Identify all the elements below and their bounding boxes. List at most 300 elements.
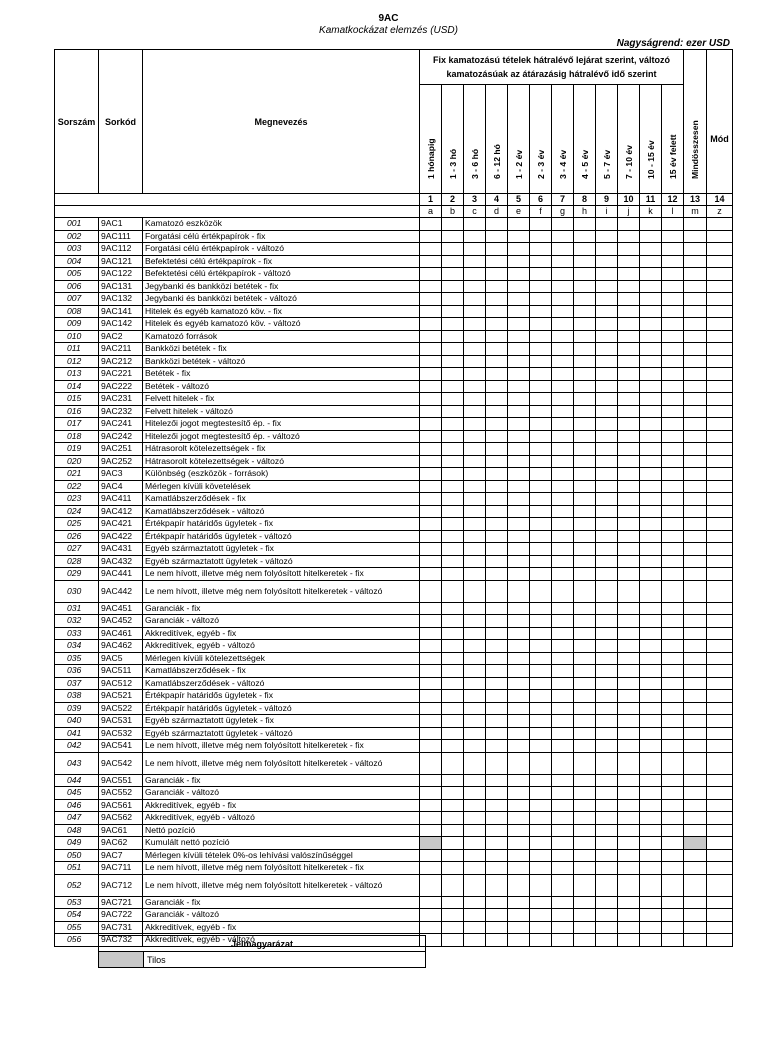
input-cell[interactable] xyxy=(707,615,733,628)
input-cell[interactable] xyxy=(707,405,733,418)
input-cell[interactable] xyxy=(442,799,464,812)
input-cell[interactable] xyxy=(662,368,684,381)
input-cell[interactable] xyxy=(486,368,508,381)
input-cell[interactable] xyxy=(618,393,640,406)
input-cell[interactable] xyxy=(707,702,733,715)
input-cell[interactable] xyxy=(486,774,508,787)
input-cell[interactable] xyxy=(596,293,618,306)
input-cell[interactable] xyxy=(596,862,618,875)
input-cell[interactable] xyxy=(574,543,596,556)
input-cell[interactable] xyxy=(640,430,662,443)
input-cell[interactable] xyxy=(442,740,464,753)
input-cell[interactable] xyxy=(464,493,486,506)
input-cell[interactable] xyxy=(552,690,574,703)
input-cell[interactable] xyxy=(662,305,684,318)
input-cell[interactable] xyxy=(486,812,508,825)
input-cell[interactable] xyxy=(486,468,508,481)
input-cell[interactable] xyxy=(420,752,442,774)
input-cell[interactable] xyxy=(707,455,733,468)
input-cell[interactable] xyxy=(684,615,707,628)
input-cell[interactable] xyxy=(662,318,684,331)
input-cell[interactable] xyxy=(640,774,662,787)
input-cell[interactable] xyxy=(618,921,640,934)
input-cell[interactable] xyxy=(530,230,552,243)
input-cell[interactable] xyxy=(508,330,530,343)
input-cell[interactable] xyxy=(574,774,596,787)
input-cell[interactable] xyxy=(640,752,662,774)
input-cell[interactable] xyxy=(442,230,464,243)
input-cell[interactable] xyxy=(420,380,442,393)
input-cell[interactable] xyxy=(618,580,640,602)
input-cell[interactable] xyxy=(530,405,552,418)
input-cell[interactable] xyxy=(596,677,618,690)
input-cell[interactable] xyxy=(530,568,552,581)
input-cell[interactable] xyxy=(574,380,596,393)
input-cell[interactable] xyxy=(464,921,486,934)
input-cell[interactable] xyxy=(618,443,640,456)
input-cell[interactable] xyxy=(442,468,464,481)
input-cell[interactable] xyxy=(486,518,508,531)
input-cell[interactable] xyxy=(420,243,442,256)
input-cell[interactable] xyxy=(508,580,530,602)
input-cell[interactable] xyxy=(486,934,508,947)
input-cell[interactable] xyxy=(442,862,464,875)
input-cell[interactable] xyxy=(684,665,707,678)
input-cell[interactable] xyxy=(684,602,707,615)
input-cell[interactable] xyxy=(464,740,486,753)
input-cell[interactable] xyxy=(530,652,552,665)
input-cell[interactable] xyxy=(640,380,662,393)
input-cell[interactable] xyxy=(486,455,508,468)
input-cell[interactable] xyxy=(574,318,596,331)
input-cell[interactable] xyxy=(420,921,442,934)
input-cell[interactable] xyxy=(596,418,618,431)
input-cell[interactable] xyxy=(552,677,574,690)
input-cell[interactable] xyxy=(530,921,552,934)
input-cell[interactable] xyxy=(574,530,596,543)
input-cell[interactable] xyxy=(707,543,733,556)
input-cell[interactable] xyxy=(574,627,596,640)
input-cell[interactable] xyxy=(707,812,733,825)
input-cell[interactable] xyxy=(464,665,486,678)
input-cell[interactable] xyxy=(442,627,464,640)
input-cell[interactable] xyxy=(662,418,684,431)
input-cell[interactable] xyxy=(618,909,640,922)
input-cell[interactable] xyxy=(486,640,508,653)
input-cell[interactable] xyxy=(530,602,552,615)
input-cell[interactable] xyxy=(662,543,684,556)
input-cell[interactable] xyxy=(508,468,530,481)
input-cell[interactable] xyxy=(508,640,530,653)
input-cell[interactable] xyxy=(530,799,552,812)
input-cell[interactable] xyxy=(684,243,707,256)
input-cell[interactable] xyxy=(662,293,684,306)
input-cell[interactable] xyxy=(442,480,464,493)
input-cell[interactable] xyxy=(662,243,684,256)
input-cell[interactable] xyxy=(552,293,574,306)
input-cell[interactable] xyxy=(464,627,486,640)
input-cell[interactable] xyxy=(486,862,508,875)
input-cell[interactable] xyxy=(530,218,552,231)
input-cell[interactable] xyxy=(684,443,707,456)
input-cell[interactable] xyxy=(618,468,640,481)
input-cell[interactable] xyxy=(684,812,707,825)
input-cell[interactable] xyxy=(442,702,464,715)
input-cell[interactable] xyxy=(707,255,733,268)
input-cell[interactable] xyxy=(486,405,508,418)
input-cell[interactable] xyxy=(508,405,530,418)
input-cell[interactable] xyxy=(464,896,486,909)
input-cell[interactable] xyxy=(464,230,486,243)
input-cell[interactable] xyxy=(508,665,530,678)
input-cell[interactable] xyxy=(574,493,596,506)
input-cell[interactable] xyxy=(662,518,684,531)
input-cell[interactable] xyxy=(684,934,707,947)
input-cell[interactable] xyxy=(618,380,640,393)
input-cell[interactable] xyxy=(508,837,530,850)
input-cell[interactable] xyxy=(618,837,640,850)
input-cell[interactable] xyxy=(662,268,684,281)
input-cell[interactable] xyxy=(530,355,552,368)
input-cell[interactable] xyxy=(464,280,486,293)
input-cell[interactable] xyxy=(707,849,733,862)
input-cell[interactable] xyxy=(552,368,574,381)
input-cell[interactable] xyxy=(420,343,442,356)
input-cell[interactable] xyxy=(464,368,486,381)
input-cell[interactable] xyxy=(684,543,707,556)
input-cell[interactable] xyxy=(662,799,684,812)
input-cell[interactable] xyxy=(464,640,486,653)
input-cell[interactable] xyxy=(420,480,442,493)
input-cell[interactable] xyxy=(552,305,574,318)
input-cell[interactable] xyxy=(552,849,574,862)
input-cell[interactable] xyxy=(530,752,552,774)
input-cell[interactable] xyxy=(707,280,733,293)
input-cell[interactable] xyxy=(552,505,574,518)
input-cell[interactable] xyxy=(662,393,684,406)
input-cell[interactable] xyxy=(552,455,574,468)
input-cell[interactable] xyxy=(618,218,640,231)
input-cell[interactable] xyxy=(486,243,508,256)
input-cell[interactable] xyxy=(530,862,552,875)
input-cell[interactable] xyxy=(420,530,442,543)
input-cell[interactable] xyxy=(640,568,662,581)
input-cell[interactable] xyxy=(596,355,618,368)
input-cell[interactable] xyxy=(442,824,464,837)
input-cell[interactable] xyxy=(596,493,618,506)
input-cell[interactable] xyxy=(420,418,442,431)
input-cell[interactable] xyxy=(508,418,530,431)
input-cell[interactable] xyxy=(442,602,464,615)
input-cell[interactable] xyxy=(420,615,442,628)
input-cell[interactable] xyxy=(552,921,574,934)
input-cell[interactable] xyxy=(684,493,707,506)
input-cell[interactable] xyxy=(508,343,530,356)
input-cell[interactable] xyxy=(574,615,596,628)
input-cell[interactable] xyxy=(662,896,684,909)
input-cell[interactable] xyxy=(464,455,486,468)
input-cell[interactable] xyxy=(640,715,662,728)
input-cell[interactable] xyxy=(442,280,464,293)
input-cell[interactable] xyxy=(640,896,662,909)
input-cell[interactable] xyxy=(662,430,684,443)
input-cell[interactable] xyxy=(618,787,640,800)
input-cell[interactable] xyxy=(420,824,442,837)
input-cell[interactable] xyxy=(662,580,684,602)
input-cell[interactable] xyxy=(530,255,552,268)
input-cell[interactable] xyxy=(662,455,684,468)
input-cell[interactable] xyxy=(707,652,733,665)
input-cell[interactable] xyxy=(662,727,684,740)
input-cell[interactable] xyxy=(420,665,442,678)
input-cell[interactable] xyxy=(662,255,684,268)
input-cell[interactable] xyxy=(464,727,486,740)
input-cell[interactable] xyxy=(574,518,596,531)
input-cell[interactable] xyxy=(707,380,733,393)
input-cell[interactable] xyxy=(640,849,662,862)
input-cell[interactable] xyxy=(486,293,508,306)
input-cell[interactable] xyxy=(707,418,733,431)
input-cell[interactable] xyxy=(707,480,733,493)
input-cell[interactable] xyxy=(684,468,707,481)
input-cell[interactable] xyxy=(508,752,530,774)
input-cell[interactable] xyxy=(442,615,464,628)
input-cell[interactable] xyxy=(486,318,508,331)
input-cell[interactable] xyxy=(464,418,486,431)
input-cell[interactable] xyxy=(640,874,662,896)
input-cell[interactable] xyxy=(574,909,596,922)
input-cell[interactable] xyxy=(552,380,574,393)
input-cell[interactable] xyxy=(508,934,530,947)
input-cell[interactable] xyxy=(640,727,662,740)
input-cell[interactable] xyxy=(640,243,662,256)
input-cell[interactable] xyxy=(442,443,464,456)
input-cell[interactable] xyxy=(618,934,640,947)
input-cell[interactable] xyxy=(574,280,596,293)
input-cell[interactable] xyxy=(486,652,508,665)
input-cell[interactable] xyxy=(618,677,640,690)
input-cell[interactable] xyxy=(420,230,442,243)
input-cell[interactable] xyxy=(552,218,574,231)
input-cell[interactable] xyxy=(662,702,684,715)
input-cell[interactable] xyxy=(618,652,640,665)
input-cell[interactable] xyxy=(464,318,486,331)
input-cell[interactable] xyxy=(508,393,530,406)
input-cell[interactable] xyxy=(574,480,596,493)
input-cell[interactable] xyxy=(464,702,486,715)
input-cell[interactable] xyxy=(684,702,707,715)
input-cell[interactable] xyxy=(464,293,486,306)
input-cell[interactable] xyxy=(530,812,552,825)
input-cell[interactable] xyxy=(684,255,707,268)
input-cell[interactable] xyxy=(530,505,552,518)
input-cell[interactable] xyxy=(486,218,508,231)
input-cell[interactable] xyxy=(618,874,640,896)
input-cell[interactable] xyxy=(552,652,574,665)
input-cell[interactable] xyxy=(707,393,733,406)
input-cell[interactable] xyxy=(574,849,596,862)
input-cell[interactable] xyxy=(486,702,508,715)
input-cell[interactable] xyxy=(464,774,486,787)
input-cell[interactable] xyxy=(442,665,464,678)
input-cell[interactable] xyxy=(684,368,707,381)
input-cell[interactable] xyxy=(486,568,508,581)
input-cell[interactable] xyxy=(464,530,486,543)
input-cell[interactable] xyxy=(420,268,442,281)
input-cell[interactable] xyxy=(640,368,662,381)
input-cell[interactable] xyxy=(684,555,707,568)
input-cell[interactable] xyxy=(574,652,596,665)
input-cell[interactable] xyxy=(530,787,552,800)
input-cell[interactable] xyxy=(662,909,684,922)
input-cell[interactable] xyxy=(574,740,596,753)
input-cell[interactable] xyxy=(684,752,707,774)
input-cell[interactable] xyxy=(596,627,618,640)
input-cell[interactable] xyxy=(420,493,442,506)
input-cell[interactable] xyxy=(486,355,508,368)
input-cell[interactable] xyxy=(640,921,662,934)
input-cell[interactable] xyxy=(618,555,640,568)
input-cell[interactable] xyxy=(618,355,640,368)
input-cell[interactable] xyxy=(486,268,508,281)
input-cell[interactable] xyxy=(618,530,640,543)
input-cell[interactable] xyxy=(707,518,733,531)
input-cell[interactable] xyxy=(486,443,508,456)
input-cell[interactable] xyxy=(442,493,464,506)
input-cell[interactable] xyxy=(552,812,574,825)
input-cell[interactable] xyxy=(508,480,530,493)
input-cell[interactable] xyxy=(640,255,662,268)
input-cell[interactable] xyxy=(442,849,464,862)
input-cell[interactable] xyxy=(662,493,684,506)
input-cell[interactable] xyxy=(508,505,530,518)
input-cell[interactable] xyxy=(707,443,733,456)
input-cell[interactable] xyxy=(552,393,574,406)
input-cell[interactable] xyxy=(486,305,508,318)
input-cell[interactable] xyxy=(618,824,640,837)
input-cell[interactable] xyxy=(640,293,662,306)
input-cell[interactable] xyxy=(420,874,442,896)
input-cell[interactable] xyxy=(640,812,662,825)
input-cell[interactable] xyxy=(464,934,486,947)
input-cell[interactable] xyxy=(618,230,640,243)
input-cell[interactable] xyxy=(684,280,707,293)
input-cell[interactable] xyxy=(596,380,618,393)
input-cell[interactable] xyxy=(552,555,574,568)
input-cell[interactable] xyxy=(684,849,707,862)
input-cell[interactable] xyxy=(508,318,530,331)
input-cell[interactable] xyxy=(618,255,640,268)
input-cell[interactable] xyxy=(508,268,530,281)
input-cell[interactable] xyxy=(662,555,684,568)
input-cell[interactable] xyxy=(662,837,684,850)
input-cell[interactable] xyxy=(596,580,618,602)
input-cell[interactable] xyxy=(530,418,552,431)
input-cell[interactable] xyxy=(707,627,733,640)
input-cell[interactable] xyxy=(530,580,552,602)
input-cell[interactable] xyxy=(618,727,640,740)
input-cell[interactable] xyxy=(596,715,618,728)
input-cell[interactable] xyxy=(486,418,508,431)
input-cell[interactable] xyxy=(574,837,596,850)
input-cell[interactable] xyxy=(618,568,640,581)
input-cell[interactable] xyxy=(486,752,508,774)
input-cell[interactable] xyxy=(530,934,552,947)
input-cell[interactable] xyxy=(640,580,662,602)
input-cell[interactable] xyxy=(707,874,733,896)
input-cell[interactable] xyxy=(464,862,486,875)
input-cell[interactable] xyxy=(530,555,552,568)
input-cell[interactable] xyxy=(596,343,618,356)
input-cell[interactable] xyxy=(640,218,662,231)
input-cell[interactable] xyxy=(684,518,707,531)
input-cell[interactable] xyxy=(464,799,486,812)
input-cell[interactable] xyxy=(530,874,552,896)
input-cell[interactable] xyxy=(662,740,684,753)
input-cell[interactable] xyxy=(684,505,707,518)
input-cell[interactable] xyxy=(530,824,552,837)
input-cell[interactable] xyxy=(420,740,442,753)
input-cell[interactable] xyxy=(574,752,596,774)
input-cell[interactable] xyxy=(574,715,596,728)
input-cell[interactable] xyxy=(530,837,552,850)
input-cell[interactable] xyxy=(508,368,530,381)
input-cell[interactable] xyxy=(508,862,530,875)
input-cell[interactable] xyxy=(574,934,596,947)
input-cell[interactable] xyxy=(596,727,618,740)
input-cell[interactable] xyxy=(640,305,662,318)
input-cell[interactable] xyxy=(464,343,486,356)
input-cell[interactable] xyxy=(530,690,552,703)
input-cell[interactable] xyxy=(508,849,530,862)
input-cell[interactable] xyxy=(442,774,464,787)
input-cell[interactable] xyxy=(552,702,574,715)
input-cell[interactable] xyxy=(574,393,596,406)
input-cell[interactable] xyxy=(464,874,486,896)
input-cell[interactable] xyxy=(530,318,552,331)
input-cell[interactable] xyxy=(662,752,684,774)
input-cell[interactable] xyxy=(420,318,442,331)
input-cell[interactable] xyxy=(618,480,640,493)
input-cell[interactable] xyxy=(596,218,618,231)
input-cell[interactable] xyxy=(707,305,733,318)
input-cell[interactable] xyxy=(552,615,574,628)
input-cell[interactable] xyxy=(662,480,684,493)
input-cell[interactable] xyxy=(618,318,640,331)
input-cell[interactable] xyxy=(508,355,530,368)
input-cell[interactable] xyxy=(464,568,486,581)
input-cell[interactable] xyxy=(574,787,596,800)
input-cell[interactable] xyxy=(552,430,574,443)
input-cell[interactable] xyxy=(508,740,530,753)
input-cell[interactable] xyxy=(552,640,574,653)
input-cell[interactable] xyxy=(640,418,662,431)
input-cell[interactable] xyxy=(464,355,486,368)
input-cell[interactable] xyxy=(640,268,662,281)
input-cell[interactable] xyxy=(552,715,574,728)
input-cell[interactable] xyxy=(530,468,552,481)
input-cell[interactable] xyxy=(552,896,574,909)
input-cell[interactable] xyxy=(618,702,640,715)
input-cell[interactable] xyxy=(530,493,552,506)
input-cell[interactable] xyxy=(662,787,684,800)
input-cell[interactable] xyxy=(464,787,486,800)
input-cell[interactable] xyxy=(596,318,618,331)
input-cell[interactable] xyxy=(596,787,618,800)
input-cell[interactable] xyxy=(640,230,662,243)
input-cell[interactable] xyxy=(618,455,640,468)
input-cell[interactable] xyxy=(640,343,662,356)
